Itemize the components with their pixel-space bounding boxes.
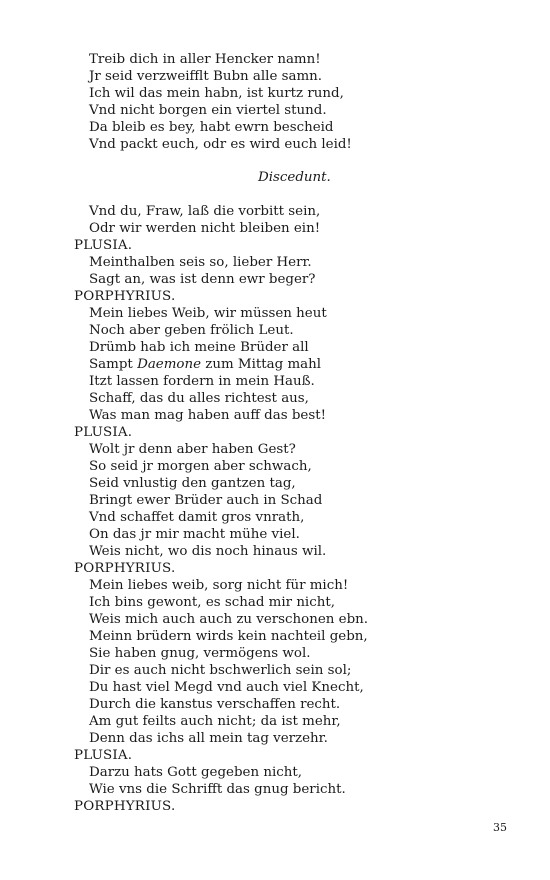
verse-line: Dir es auch nicht bschwerlich sein sol; — [89, 663, 352, 678]
verse-line: Durch die kanstus verschaffen recht. — [89, 697, 341, 712]
verse-line: Vnd schaffet damit gros vnrath, — [89, 510, 305, 525]
speaker-name: PLUSIA. — [74, 748, 133, 763]
spacer — [74, 153, 514, 169]
verse-line: Wie vns die Schrifft das gnug bericht. — [89, 782, 346, 797]
speaker-name: PORPHYRIUS. — [74, 289, 176, 304]
verse-line: Itzt lassen fordern in mein Hauß. — [89, 374, 315, 389]
verse-line: Mein liebes weib, sorg nicht für mich! — [89, 578, 349, 593]
spacer — [74, 186, 514, 203]
character-name-italic: Daemone — [137, 357, 202, 372]
verse-line: Sie haben gnug, vermögens wol. — [89, 646, 311, 661]
verse-line: Noch aber geben frölich Leut. — [89, 323, 294, 338]
verse-line: Mein liebes Weib, wir müssen heut — [89, 306, 327, 321]
speaker-name: PLUSIA. — [74, 425, 133, 440]
verse-line: Meinthalben seis so, lieber Herr. — [89, 255, 312, 270]
speaker-name: PORPHYRIUS. — [74, 561, 176, 576]
verse-line: Weis nicht, wo dis noch hinaus wil. — [89, 544, 327, 559]
verse-line: Treib dich in aller Hencker namn! — [89, 52, 321, 67]
verse-line: Vnd du, Fraw, laß die vorbitt sein, — [89, 204, 321, 219]
verse-line: Vnd nicht borgen ein viertel stund. — [89, 103, 327, 118]
verse-line: Darzu hats Gott gegeben nicht, — [89, 765, 302, 780]
verse-line: Du hast viel Megd vnd auch viel Knecht, — [89, 680, 364, 695]
speaker-name: PORPHYRIUS. — [74, 799, 176, 814]
verse-line: Da bleib es bey, habt ewrn bescheid — [89, 120, 334, 135]
verse-line: Schaff, das du alles richtest aus, — [89, 391, 309, 406]
verse-line: Wolt jr denn aber haben Gest? — [89, 442, 296, 457]
verse-line: Seid vnlustig den gantzen tag, — [89, 476, 296, 491]
verse-line: Ich bins gewont, es schad mir nicht, — [89, 595, 335, 610]
verse-line: Weis mich auch auch zu verschonen ebn. — [89, 612, 369, 627]
verse-line: Vnd packt euch, odr es wird euch leid! — [89, 137, 352, 152]
verse-text: zum Mittag mahl — [201, 357, 322, 372]
verse-line: On das jr mir macht mühe viel. — [89, 527, 300, 542]
verse-line: Am gut feilts auch nicht; da ist mehr, — [89, 714, 341, 729]
verse-line: Denn das ichs all mein tag verzehr. — [89, 731, 328, 746]
verse-line: Odr wir werden nicht bleiben ein! — [89, 221, 321, 236]
page-number: 35 — [493, 821, 507, 834]
verse-line — [74, 356, 514, 373]
verse-line: So seid jr morgen aber schwach, — [89, 459, 312, 474]
verse-line: Bringt ewer Brüder auch in Schad — [89, 493, 323, 508]
verse-line: Meinn brüdern wirds kein nachteil gebn, — [89, 629, 368, 644]
verse-line: Ich wil das mein habn, ist kurtz rund, — [89, 86, 344, 101]
stage-direction: Discedunt. — [258, 170, 331, 185]
play-text — [74, 51, 514, 815]
verse-line: Was man mag haben auff das best! — [89, 408, 326, 423]
speaker-name: PLUSIA. — [74, 238, 133, 253]
verse-text: Sampt — [89, 357, 138, 372]
verse-line: Drümb hab ich meine Brüder all — [89, 340, 309, 355]
verse-line: Sagt an, was ist denn ewr beger? — [89, 272, 316, 287]
verse-line: Jr seid verzweifflt Bubn alle samn. — [89, 69, 323, 84]
